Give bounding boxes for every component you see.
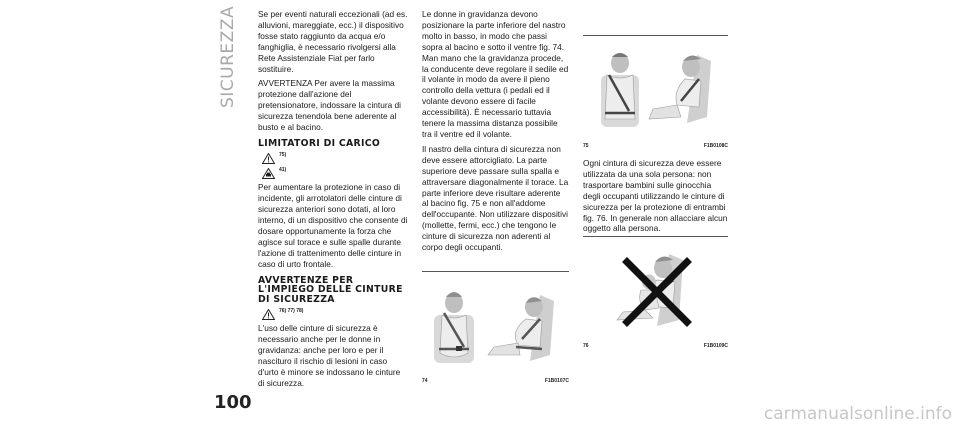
paragraph-belt-routing: Il nastro della cintura di sicurezza non deve essere attorcigliato. La parte superiore deve passare sulla spalla e attraversare diagonalmente il torace. La parte inferiore deve risultare aderente al bacino fig. 75 e non all'addome dell'occupante. Non utilizzare dispositivi (mollette, fermi, ecc.) che tengono le cinture di sicurezza non aderenti al corpo degli occupanti. [422,143,569,253]
heading-seatbelt-warnings: AVVERTENZE PER L'IMPIEGO DELLE CINTURE DI SICUREZZA [258,274,403,305]
text-column-2 [422,9,569,257]
warning-refs: 76) 77) 78) [279,307,304,314]
figure-code: F1B0108C [703,143,728,149]
warning-ref-row [262,308,408,321]
paragraph-pregnancy: L'uso delle cinture di sicurezza è necessario anche per le donne in gravidanza: anche per loro e per il nascituro il rischio di lesioni in caso d'urto è minore se indossano le cinture di sicurezza. [258,323,401,388]
child-on-lap-prohibited-illustration [583,240,728,340]
figure-number: 75 [583,143,589,149]
paragraph-pretensioner-warning: AVVERTENZA Per avere la massima protezione dall'azione del pretensionatore, indossare la cintura di sicurezza tenendola bene aderente al busto e al bacino. [258,78,401,133]
figure-75 [583,35,728,149]
figure-number: 74 [422,378,428,384]
warning-refs: 75) [279,151,287,158]
text-column-1 [258,9,408,393]
paragraph-pregnancy-position: Le donne in gravidanza devono posizionare la parte inferiore del nastro molto in basso, in modo che passi sopra al bacino e sotto il ventre fig. 74. Man mano che la gravidanza procede, la conducente deve regolare il sedile ed il volante in modo da avere il pieno controllo della vettura (i pedali ed il volante devono essere di facile accessibilità). È necessario tuttavia tenere la massima distanza possibile tra il ventre ed il volante. [422,9,569,139]
warning-ref-row [262,152,408,165]
warning-triangle-icon [262,309,275,320]
text-column-3 [583,158,728,238]
figure-74 [422,271,569,384]
page-number: 100 [214,392,252,413]
figure-code: F1B0107C [544,378,569,384]
figure-number: 76 [583,343,589,349]
figure-76 [583,236,728,349]
paragraph-load-limiters: Per aumentare la protezione in caso di incidente, gli arrotolatori delle cinture di sicurezza anteriori sono dotati, al loro interno, di un dispositivo che consente di dosare opportunamente la forza che agisce sul torace e sulle spalle durante l'azione di trattenimento delle cinture in caso di urto frontale. [258,182,408,269]
seatbelt-correct-position-illustration [583,39,728,139]
heading-load-limiters: LIMITATORI DI CARICO [258,137,381,149]
figure-code: F1B0109C [703,343,728,349]
paragraph-one-person-per-belt: Ogni cintura di sicurezza deve essere utilizzata da una sola persona: non trasportare bambini sulle ginocchia degli occupanti utilizzando le cinture di sicurezza per la protezione di entrambi fig. 76. In generale non allacciare alcun oggetto alla persona. [583,158,728,234]
caution-car-icon [262,168,275,179]
paragraph-flood-replacement: Se per eventi naturali eccezionali (ad es. alluvioni, mareggiate, ecc.) il dispositivo fosse stato raggiunto da acqua e/o fanghiglia, è necessario rivolgersi alla Rete Assistenziale Fiat per farlo sostituire. [258,9,408,74]
info-ref-row [262,167,408,180]
watermark: carmanualsonline.info [763,404,952,424]
warning-triangle-icon [262,153,275,164]
section-side-title: SICUREZZA [218,5,238,108]
warning-refs: 41) [279,166,287,173]
pregnant-woman-seatbelt-illustration [422,275,569,375]
